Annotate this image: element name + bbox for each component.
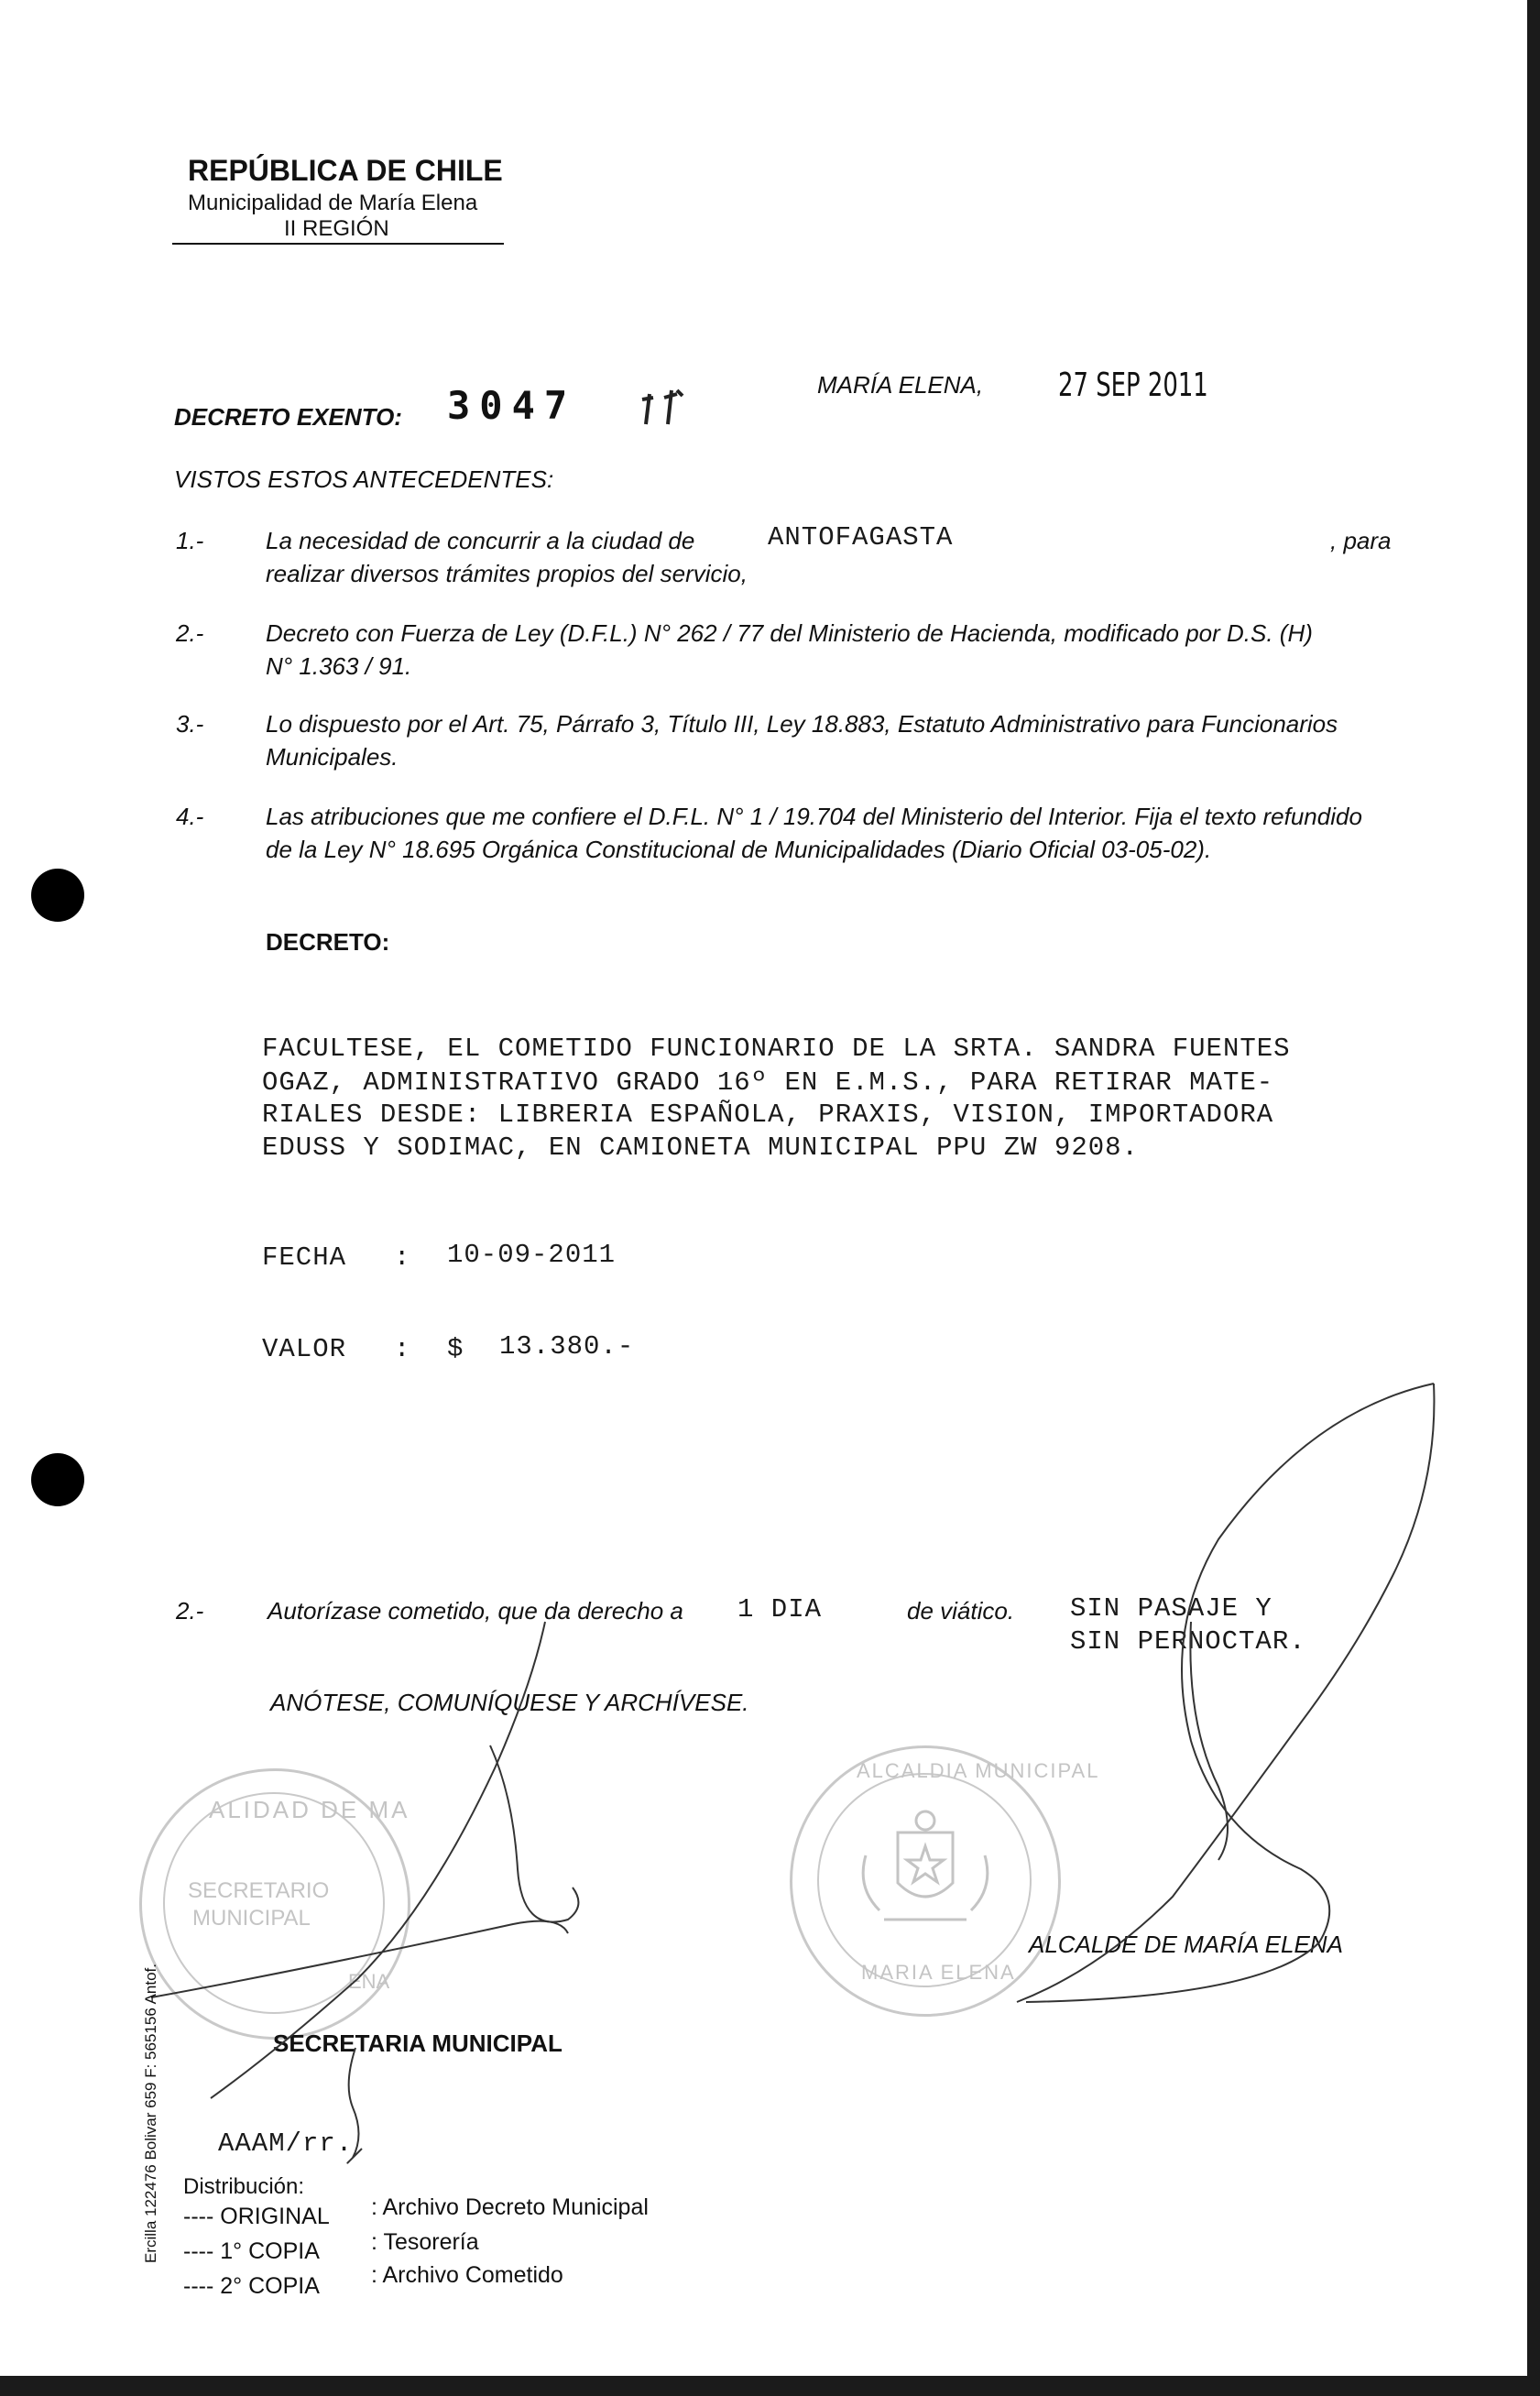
antecedente-text: N° 1.363 / 91.: [266, 652, 412, 680]
item2-number: 2.-: [176, 1597, 204, 1625]
antecedente-number: 1.-: [176, 527, 204, 554]
item2-note: SIN PERNOCTAR.: [1070, 1626, 1306, 1657]
typed-body-line: OGAZ, ADMINISTRATIVO GRADO 16º EN E.M.S., PARA RETIRAR MATE-: [262, 1067, 1274, 1098]
antecedente-text: Las atribuciones que me confiere el D.F.L. N° 1 / 19.704 del Ministerio del Interior. Fija el texto refundido: [266, 803, 1362, 830]
antecedente-text-end: , para: [1330, 527, 1392, 554]
secretaria-stamp-text: MUNICIPAL: [192, 1906, 311, 1931]
typed-body-line: RIALES DESDE: LIBRERIA ESPAÑOLA, PRAXIS, VISION, IMPORTADORA: [262, 1100, 1274, 1130]
distribucion-destination: : Tesorería: [371, 2229, 479, 2255]
decree-number: 3047: [447, 383, 577, 428]
decree-label: DECRETO EXENTO:: [174, 403, 402, 431]
antecedente-text: La necesidad de concurrir a la ciudad de: [266, 527, 695, 554]
distribucion-copy: ---- 1° COPIA: [183, 2238, 320, 2264]
distribucion-destination: : Archivo Cometido: [371, 2262, 563, 2288]
alcalde-title: ALCALDE DE MARÍA ELENA: [1029, 1931, 1343, 1958]
alcaldia-stamp-text: MARIA ELENA: [861, 1961, 1016, 1984]
typed-body-line: EDUSS Y SODIMAC, EN CAMIONETA MUNICIPAL PPU ZW 9208.: [262, 1132, 1139, 1163]
decreto-heading: DECRETO:: [266, 928, 390, 956]
antecedente-text: Lo dispuesto por el Art. 75, Párrafo 3, Título III, Ley 18.883, Estatuto Administrativo para Funcionarios: [266, 710, 1338, 738]
header-country: REPÚBLICA DE CHILE: [188, 154, 503, 187]
distribucion-destination: : Archivo Decreto Municipal: [371, 2194, 649, 2220]
antecedente-number: 4.-: [176, 803, 204, 830]
header-municipality: Municipalidad de María Elena: [188, 191, 478, 215]
typed-body-line: FACULTESE, EL COMETIDO FUNCIONARIO DE LA SRTA. SANDRA FUENTES: [262, 1034, 1291, 1064]
antecedente-number: 3.-: [176, 710, 204, 738]
valor-value: 13.380.-: [499, 1331, 635, 1362]
item2-days: 1 DIA: [737, 1594, 823, 1625]
secretaria-stamp-text: ENA: [348, 1970, 390, 1993]
vistos-heading: VISTOS ESTOS ANTECEDENTES:: [174, 465, 554, 493]
antecedente-city: ANTOFAGASTA: [768, 522, 954, 553]
fecha-value: 10-09-2011: [447, 1240, 617, 1270]
secretaria-title: SECRETARIA MUNICIPAL: [273, 2029, 562, 2057]
valor-separator: :: [394, 1334, 411, 1364]
antecedente-text: de la Ley N° 18.695 Orgánica Constitucional de Municipalidades (Diario Oficial 03-05-02).: [266, 836, 1212, 863]
decree-date-stamp: 27 SEP 2011: [1058, 367, 1208, 404]
closing-formula: ANÓTESE, COMUNÍQUESE Y ARCHÍVESE.: [270, 1689, 749, 1716]
antecedente-text: Decreto con Fuerza de Ley (D.F.L.) N° 262 / 77 del Ministerio de Hacienda, modificado por D.S. (H): [266, 619, 1313, 647]
antecedente-text: Municipales.: [266, 743, 399, 771]
valor-currency: $: [447, 1334, 464, 1364]
distribucion-copy: ---- 2° COPIA: [183, 2273, 320, 2299]
antecedente-text: realizar diversos trámites propios del servicio,: [266, 560, 748, 587]
printer-imprint: Ercilla 122476 Bolivar 659 F: 565156 Antof.: [142, 1964, 159, 2263]
item2-note: SIN PASAJE Y: [1070, 1593, 1272, 1624]
alcaldia-stamp-text: ALCALDIA MUNICIPAL: [857, 1759, 1100, 1782]
item2-text: Autorízase cometido, que da derecho a: [268, 1597, 683, 1625]
decree-place: MARÍA ELENA,: [817, 371, 984, 399]
header-region: II REGIÓN: [284, 216, 389, 241]
distribucion-heading: Distribución:: [183, 2174, 305, 2199]
distribucion-copy: ---- ORIGINAL: [183, 2204, 330, 2229]
item2-text-end: de viático.: [907, 1597, 1015, 1625]
valor-label: VALOR: [262, 1334, 347, 1364]
fecha-separator: :: [394, 1242, 411, 1273]
antecedente-number: 2.-: [176, 619, 204, 647]
fecha-label: FECHA: [262, 1242, 347, 1273]
secretaria-stamp-text: SECRETARIO: [188, 1878, 330, 1903]
secretaria-stamp-text: ALIDAD DE MA: [209, 1796, 410, 1823]
typist-initials: AAAM/rr.: [218, 2128, 354, 2159]
